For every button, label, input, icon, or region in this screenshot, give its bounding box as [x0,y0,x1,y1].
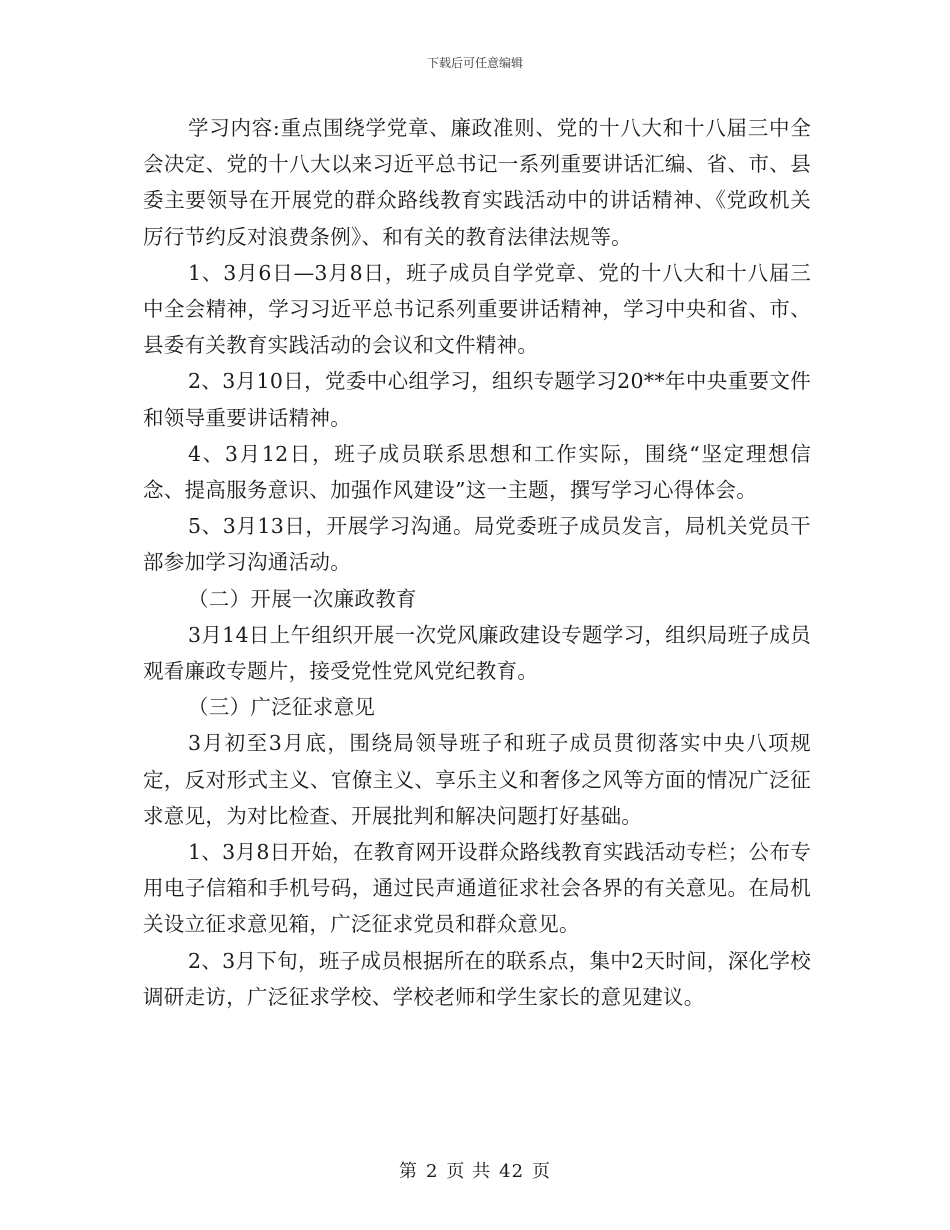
document-body [143,110,811,1015]
footer-suffix: 页 [532,1161,552,1182]
paragraph-opinion-item-2: 2、3月下旬，班子成员根据所在的联系点，集中2天时间，深化学校调研走访，广泛征求学校、学校老师和学生家长的意见建议。 [143,948,811,1009]
total-page-count: 42 [499,1161,525,1182]
paragraph-item-4: 4、3月12日，班子成员联系思想和工作实际，围绕“坚定理想信念、提高服务意识、加强作风建设”这一主题，撰写学习心得体会。 [143,441,811,503]
section-heading-3: （三）广泛征求意见 [188,695,376,720]
section-heading-2: （二）开展一次廉政教育 [188,586,417,611]
paragraph-study-content: 学习内容:重点围绕学党章、廉政准则、党的十八大和十八届三中全会决定、党的十八大以来习近平总书记一系列重要讲话汇编、省、市、县委主要领导在开展党的群众路线教育实践活动中的讲话精神、《党政机关厉行节约反对浪费条例》、和有关的教育法律法规等。 [143,116,811,249]
page-footer [0,1157,950,1183]
page-header: 下载后可任意编辑 [426,56,523,70]
paragraph-integrity-education: 3月14日上午组织开展一次党风廉政建设专题学习，组织局班子成员观看廉政专题片，接受党性党风党纪教育。 [143,622,811,684]
paragraph-opinion-item-1: 1、3月8日开始，在教育网开设群众路线教育实践活动专栏；公布专用电子信箱和手机号码，通过民声通道征求社会各界的有关意见。在局机关设立征求意见箱，广泛征求党员和群众意见。 [143,840,811,937]
paragraph-item-5: 5、3月13日，开展学习沟通。局党委班子成员发言，局机关党员干部参加学习沟通活动。 [143,514,811,575]
footer-prefix: 第 [398,1161,418,1182]
paragraph-item-1: 1、3月6日—3月8日，班子成员自学党章、党的十八大和十八届三中全会精神，学习习近平总书记系列重要讲话精神，学习中央和省、市、县委有关教育实践活动的会议和文件精神。 [143,260,811,358]
paragraph-item-2: 2、3月10日，党委中心组学习，组织专题学习20**年中央重要文件和领导重要讲话精神。 [143,369,811,430]
paragraph-solicit-opinions: 3月初至3月底，围绕局领导班子和班子成员贯彻落实中央八项规定，反对形式主义、官僚主义、享乐主义和奢侈之风等方面的情况广泛征求意见，为对比检查、开展批判和解决问题打好基础。 [143,731,811,828]
footer-middle: 页 共 [446,1161,492,1182]
current-page-number: 2 [425,1161,439,1182]
